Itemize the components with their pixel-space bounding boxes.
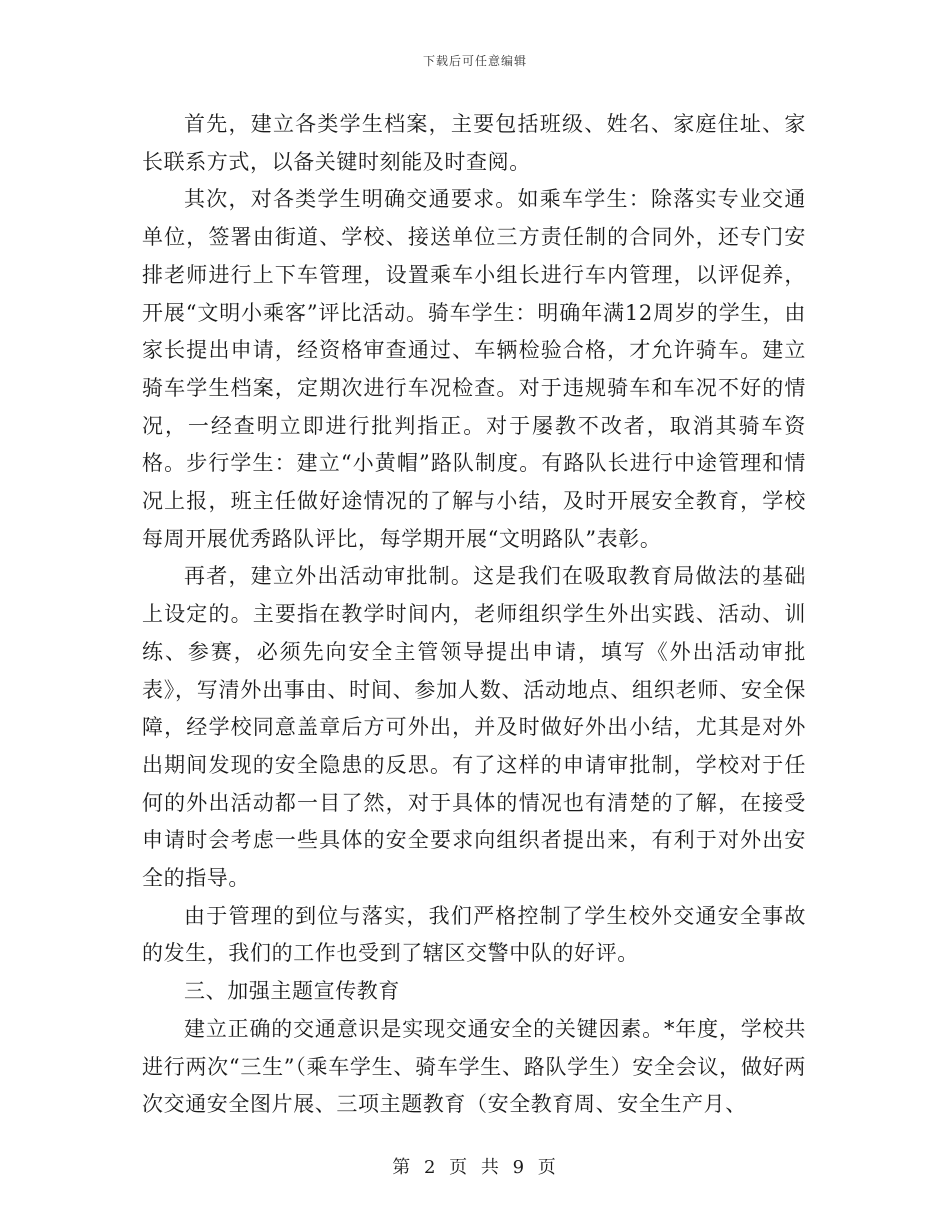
paragraph-traffic-awareness: 建立正确的交通意识是实现交通安全的关键因素。*年度，学校共进行两次“三生”（乘车学生、骑车学生、路队学生）安全会议，做好两次交通安全图片展、三项主题教育（安全教育周、安全生产月、 [142, 1016, 806, 1117]
paragraph-outing-approval: 再者，建立外出活动审批制。这是我们在吸取教育局做法的基础上设定的。主要指在教学时间内，老师组织学生外出实践、活动、训练、参赛，必须先向安全主管领导提出申请，填写《外出活动审批表》，写清外出事由、时间、参加人数、活动地点、组织老师、安全保障，经学校同意盖章后方可外出，并及时做好外出小结，尤其是对外出期间发现的安全隐患的反思。有了这样的申请审批制，学校对于任何的外出活动都一目了然，对于具体的情况也有清楚的了解，在接受申请时会考虑一些具体的安全要求向组织者提出来，有利于对外出安全的指导。 [142, 564, 806, 891]
paragraph-management-result: 由于管理的到位与落实，我们严格控制了学生校外交通安全事故的发生，我们的工作也受到了辖区交警中队的好评。 [142, 903, 806, 966]
document-body [142, 106, 806, 1124]
paragraph-traffic-requirements: 其次，对各类学生明确交通要求。如乘车学生：除落实专业交通单位，签署由街道、学校、接送单位三方责任制的合同外，还专门安排老师进行上下车管理，设置乘车小组长进行车内管理，以评促养，开展“文明小乘客”评比活动。骑车学生：明确年满12周岁的学生，由家长提出申请，经资格审查通过、车辆检验合格，才允许骑车。建立骑车学生档案，定期次进行车况检查。对于违规骑车和车况不好的情况，一经查明立即进行批判指正。对于屡教不改者，取消其骑车资格。步行学生：建立“小黄帽”路队制度。有路队长进行中途管理和情况上报，班主任做好途情况的了解与小结，及时开展安全教育，学校每周开展优秀路队评比，每学期开展“文明路队”表彰。 [142, 187, 806, 551]
page-number: 第 2 页 共 9 页 [392, 1157, 558, 1178]
page-header: 下载后可任意编辑 [422, 54, 527, 68]
section-heading-publicity: 三、加强主题宣传教育 [184, 979, 400, 1004]
paragraph-student-records: 首先，建立各类学生档案，主要包括班级、姓名、家庭住址、家长联系方式，以备关键时刻能及时查阅。 [142, 112, 806, 174]
